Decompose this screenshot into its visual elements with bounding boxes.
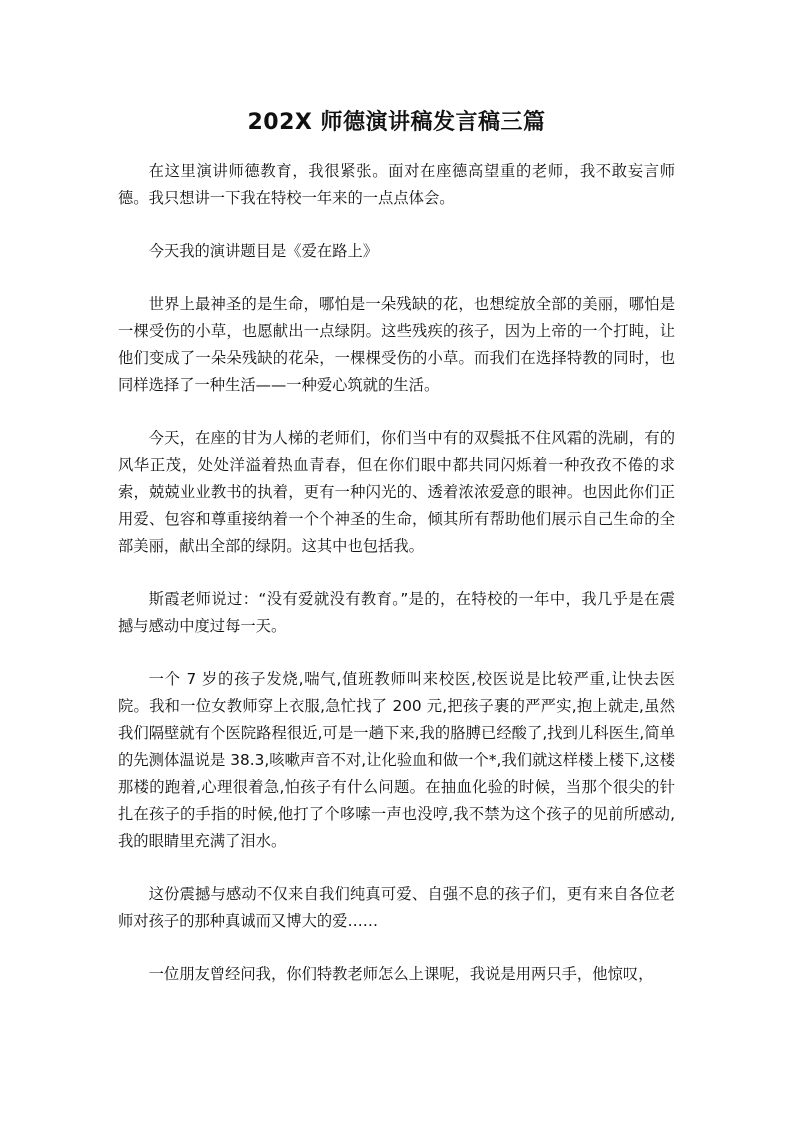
- document-body: [118, 158, 675, 988]
- document-title: 202X 师德演讲稿发言稿三篇: [247, 110, 546, 135]
- paragraph-quote: 斯霞老师说过：“没有爱就没有教育。”是的，在特校的一年中，我几乎是在震撼与感动中度过每一天。: [118, 590, 675, 635]
- paragraph-emotion: 这份震撼与感动不仅来自我们纯真可爱、自强不息的孩子们，更有来自各位老师对孩子的那种真诚而又博大的爱……: [118, 885, 675, 930]
- paragraph-topic: 今天我的演讲题目是《爱在路上》: [148, 242, 379, 260]
- paragraph-life: 世界上最神圣的是生命，哪怕是一朵残缺的花，也想绽放全部的美丽，哪怕是一棵受伤的小草，也愿献出一点绿阴。这些残疾的孩子，因为上帝的一个打盹，让他们变成了一朵朵残缺的花朵，一棵棵受伤的小草。而我们在选择特教的同时，也同样选择了一种生活——一种爱心筑就的生活。: [118, 295, 675, 394]
- paragraph-story: 一个 7 岁的孩子发烧,喘气,值班教师叫来校医,校医说是比较严重,让快去医院。我和一位女教师穿上衣服,急忙找了 200 元,把孩子裹的严严实,抱上就走,虽然我们隔壁就有个医院路程很近,可是一趟下来,我的胳膊已经酸了,找到儿科医生,简单的先测体温说是 38.3,咳嗽声音不对,让化验血和做一个*,我们就这样楼上楼下,这楼那楼的跑着,心理很着急,怕孩子有什么问题。在抽血化验的时候，当那个很尖的针扎在孩子的手指的时候,他打了个哆嗦一声也没哼,我不禁为这个孩子的见前所感动,我的眼睛里充满了泪水。: [118, 670, 675, 850]
- paragraph-intro: 在这里演讲师德教育，我很紧张。面对在座德高望重的老师，我不敢妄言师德。我只想讲一下我在特校一年来的一点点体会。: [118, 162, 675, 207]
- paragraph-teachers: 今天，在座的甘为人梯的老师们，你们当中有的双鬓抵不住风霜的洗刷，有的风华正茂，处处洋溢着热血青春，但在你们眼中都共同闪烁着一种孜孜不倦的求索，兢兢业业教书的执着，更有一种闪光的、透着浓浓爱意的眼神。也因此你们正用爱、包容和尊重接纳着一个个神圣的生命，倾其所有帮助他们展示自己生命的全部美丽，献出全部的绿阴。这其中也包括我。: [118, 429, 675, 555]
- paragraph-friend: 一位朋友曾经问我，你们特教老师怎么上课呢，我说是用两只手，他惊叹，: [148, 965, 654, 983]
